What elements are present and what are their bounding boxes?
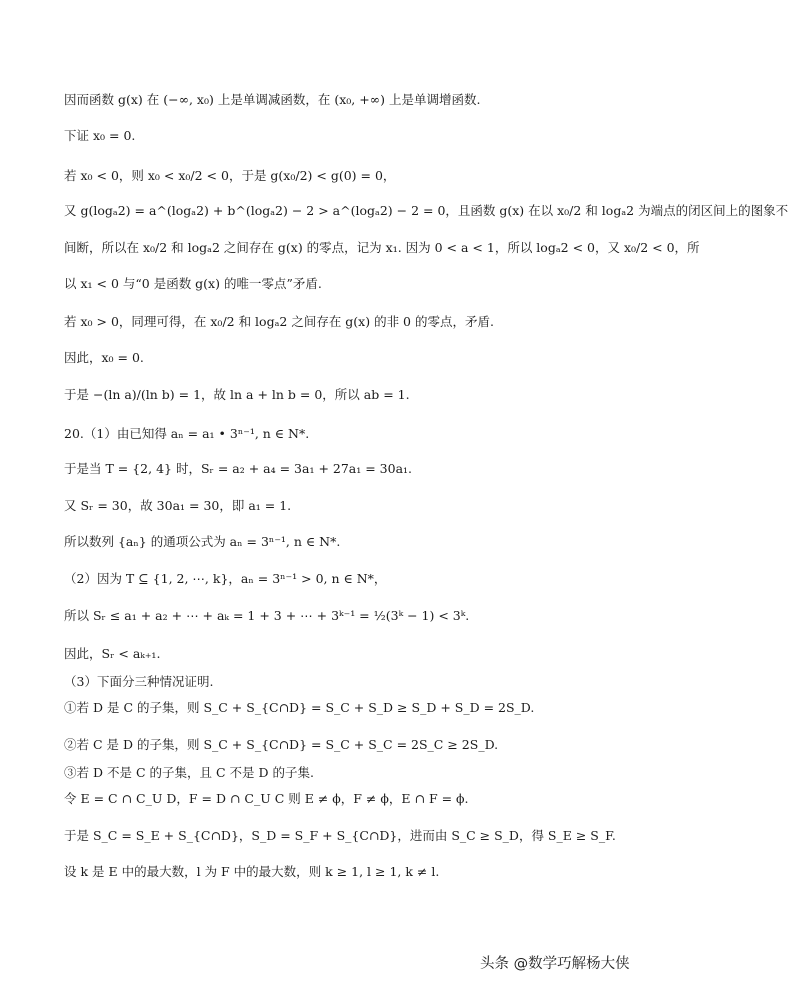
text-line: 所以数列 {aₙ} 的通项公式为 aₙ = 3ⁿ⁻¹, n ∈ N*.	[64, 534, 341, 549]
text-line: 设 k 是 E 中的最大数，l 为 F 中的最大数，则 k ≥ 1, l ≥ 1, k ≠ l.	[64, 864, 440, 879]
text-line: ①若 D 是 C 的子集，则 S_C + S_{C∩D} = S_C + S_D ≥ S_D + S_D = 2S_D.	[64, 700, 535, 715]
text-line: 若 x₀ > 0，同理可得，在 x₀/2 和 logₐ2 之间存在 g(x) 的非 0 的零点，矛盾.	[64, 314, 494, 329]
text-line: 因而函数 g(x) 在 (−∞, x₀) 上是单调减函数，在 (x₀, +∞) 上是单调增函数.	[64, 92, 481, 107]
text-line: 若 x₀ < 0，则 x₀ < x₀/2 < 0，于是 g(x₀/2) < g(0) = 0，	[64, 168, 396, 183]
text-line: 于是 S_C = S_E + S_{C∩D}，S_D = S_F + S_{C∩D}，进而由 S_C ≥ S_D，得 S_E ≥ S_F.	[64, 828, 616, 843]
text-line: ②若 C 是 D 的子集，则 S_C + S_{C∩D} = S_C + S_C = 2S_C ≥ 2S_D.	[64, 737, 499, 752]
text-line: 下证 x₀ = 0.	[64, 128, 136, 143]
text-line: 令 E = C ∩ C_U D，F = D ∩ C_U C 则 E ≠ ϕ，F ≠ ϕ，E ∩ F = ϕ.	[64, 791, 469, 806]
text-line: 因此，Sᵣ < aₖ₊₁.	[64, 646, 161, 661]
text-line: 间断，所以在 x₀/2 和 logₐ2 之间存在 g(x) 的零点，记为 x₁. 因为 0 < a < 1，所以 logₐ2 < 0，又 x₀/2 < 0，所	[64, 240, 700, 255]
text-line: 于是当 T = {2, 4} 时，Sᵣ = a₂ + a₄ = 3a₁ + 27a₁ = 30a₁.	[64, 461, 413, 476]
text-line: （3）下面分三种情况证明.	[64, 674, 214, 689]
text-line: 又 g(logₐ2) = a^(logₐ2) + b^(logₐ2) − 2 > a^(logₐ2) − 2 = 0，且函数 g(x) 在以 x₀/2 和 logₐ2 为端点的闭区间上的图象不	[64, 203, 788, 218]
text-line: 以 x₁ < 0 与“0 是函数 g(x) 的唯一零点”矛盾.	[64, 276, 322, 291]
text-line: 又 Sᵣ = 30，故 30a₁ = 30，即 a₁ = 1.	[64, 498, 292, 513]
text-line: ③若 D 不是 C 的子集，且 C 不是 D 的子集.	[64, 765, 314, 780]
text-line: 于是 −(ln a)/(ln b) = 1，故 ln a + ln b = 0，所以 ab = 1.	[64, 387, 410, 402]
text-line: 因此，x₀ = 0.	[64, 350, 144, 365]
text-line: 20.（1）由已知得 aₙ = a₁ • 3ⁿ⁻¹, n ∈ N*.	[64, 426, 310, 441]
text-line: 所以 Sᵣ ≤ a₁ + a₂ + ⋯ + aₖ = 1 + 3 + ⋯ + 3ᵏ⁻¹ = ½(3ᵏ − 1) < 3ᵏ.	[64, 608, 470, 623]
text-line: （2）因为 T ⊆ {1, 2, ⋯, k}，aₙ = 3ⁿ⁻¹ > 0, n ∈ N*，	[64, 571, 387, 586]
watermark: 头条 @数学巧解杨大侠	[480, 956, 630, 972]
